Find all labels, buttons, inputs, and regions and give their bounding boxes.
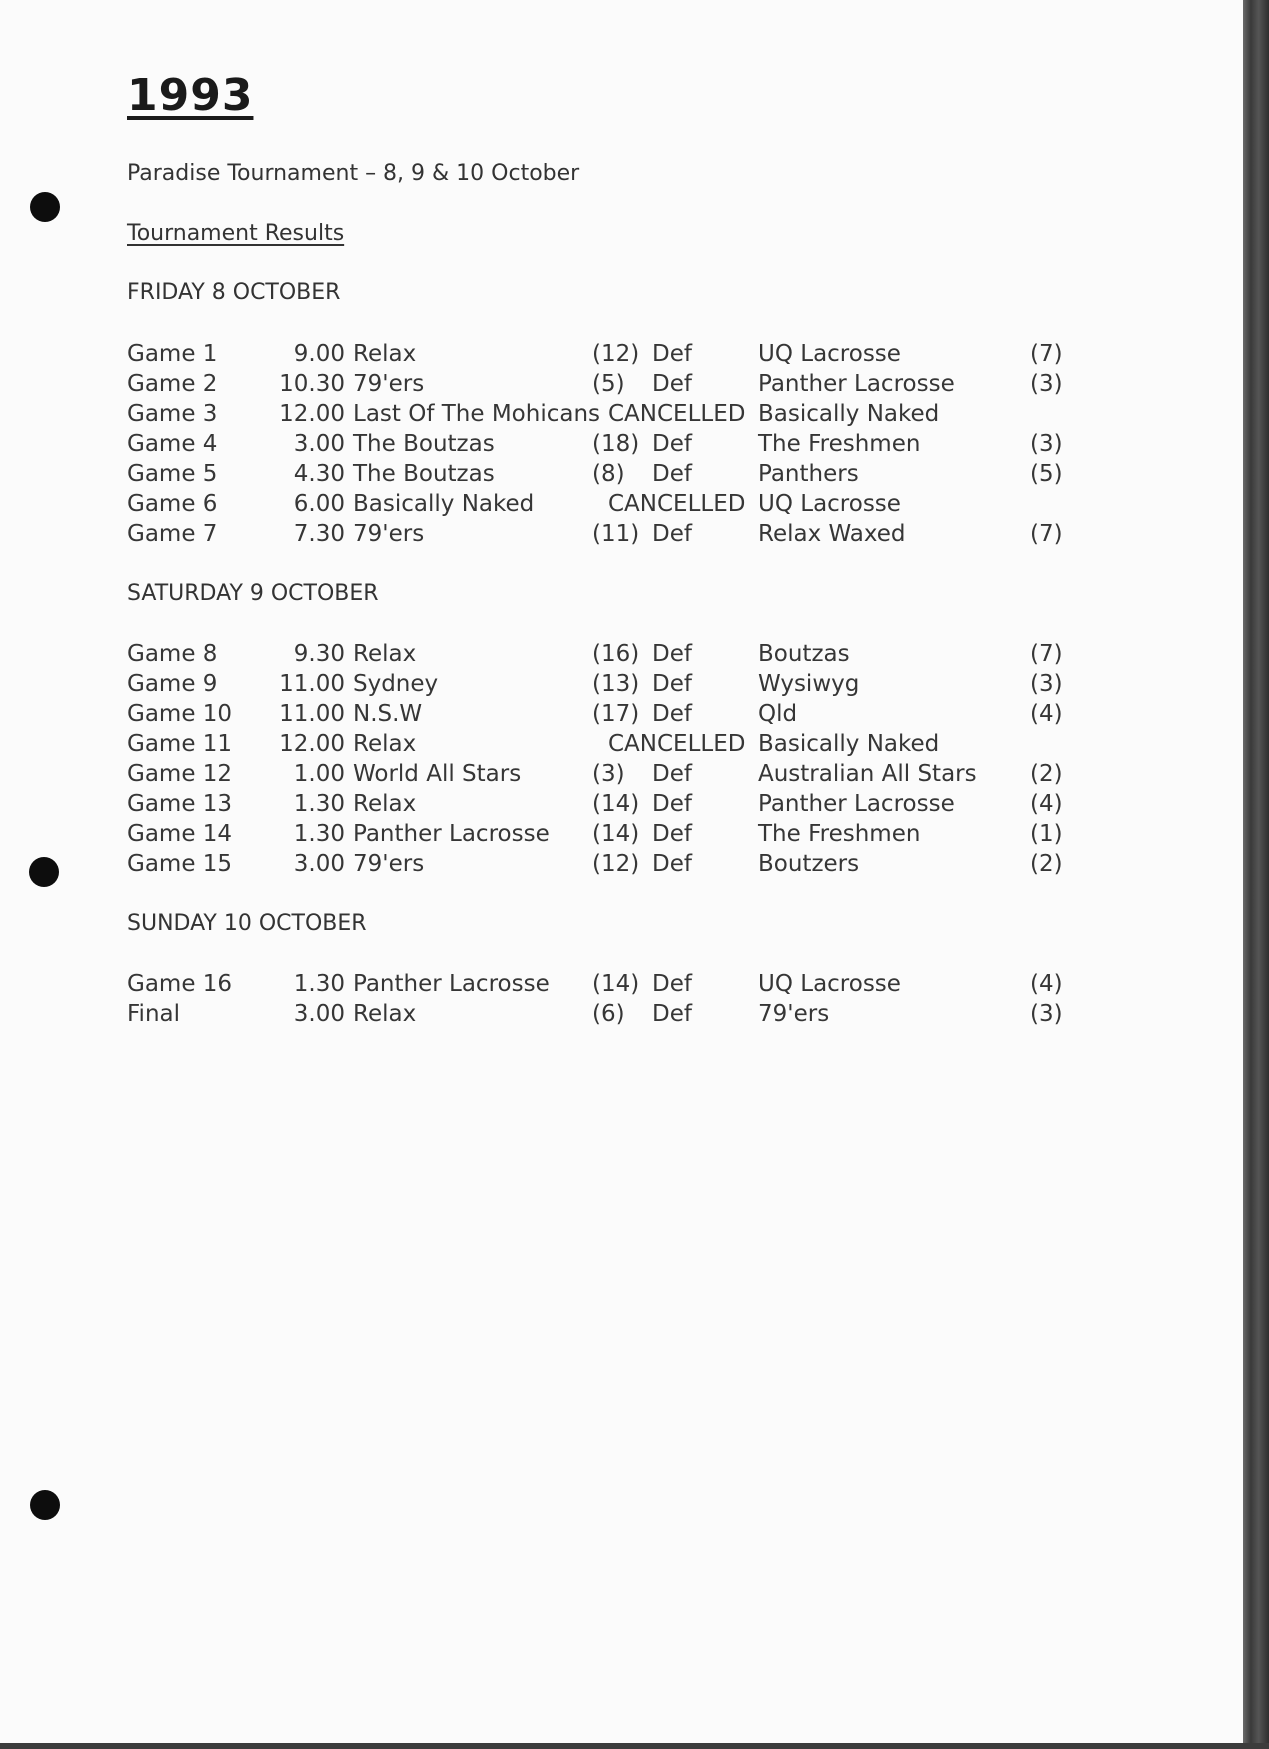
game-label: Game 4 [127, 431, 218, 457]
opponent-score: (7) [1030, 641, 1063, 667]
game-time: 1.30 [293, 971, 345, 997]
opponent-team: Qld [758, 701, 798, 727]
opponent-score: (1) [1030, 821, 1063, 847]
game-row [0, 1001, 1100, 1031]
game-time: 12.00 [279, 731, 345, 757]
game-row [0, 371, 1100, 401]
day-heading: FRIDAY 8 OCTOBER [127, 280, 341, 305]
winning-team: Panther Lacrosse [353, 971, 550, 997]
team-score: (12) [592, 341, 640, 367]
winning-team: Panther Lacrosse [353, 821, 550, 847]
winning-team: World All Stars [353, 761, 522, 787]
game-row [0, 401, 1100, 431]
result-def: Def [652, 641, 692, 667]
winning-team: Relax [353, 791, 417, 817]
team-score: (3) [592, 761, 625, 787]
opponent-team: UQ Lacrosse [758, 971, 901, 997]
team-score: (12) [592, 851, 640, 877]
result-def: Def [652, 371, 692, 397]
game-label: Game 11 [127, 731, 233, 757]
game-label: Game 12 [127, 761, 233, 787]
team-score: (13) [592, 671, 640, 697]
game-row [0, 491, 1100, 521]
game-label: Game 15 [127, 851, 233, 877]
day-heading: SATURDAY 9 OCTOBER [127, 581, 379, 606]
result-def: Def [652, 791, 692, 817]
team-score: (14) [592, 791, 640, 817]
game-row [0, 791, 1100, 821]
team-score: (14) [592, 821, 640, 847]
game-row [0, 341, 1100, 371]
team-score: (6) [592, 1001, 625, 1027]
result-def: Def [652, 1001, 692, 1027]
game-row [0, 971, 1100, 1001]
winning-team: N.S.W [353, 701, 423, 727]
opponent-team: Panther Lacrosse [758, 371, 955, 397]
game-time: 3.00 [293, 431, 345, 457]
opponent-team: Relax Waxed [758, 521, 906, 547]
game-row [0, 761, 1100, 791]
result-def: Def [652, 851, 692, 877]
opponent-score: (3) [1030, 671, 1063, 697]
opponent-score: (5) [1030, 461, 1063, 487]
opponent-team: The Freshmen [758, 821, 921, 847]
opponent-team: Boutzas [758, 641, 850, 667]
opponent-team: UQ Lacrosse [758, 491, 901, 517]
team-score: (14) [592, 971, 640, 997]
game-time: 9.30 [293, 641, 345, 667]
game-label: Game 16 [127, 971, 233, 997]
winning-team: Relax [353, 341, 417, 367]
scan-right-edge [1243, 0, 1269, 1749]
opponent-team: UQ Lacrosse [758, 341, 901, 367]
cancelled-label: CANCELLED [608, 401, 746, 427]
game-label: Game 7 [127, 521, 218, 547]
result-def: Def [652, 341, 692, 367]
winning-team: Relax [353, 731, 417, 757]
opponent-score: (2) [1030, 761, 1063, 787]
team-score: (5) [592, 371, 625, 397]
game-label: Game 2 [127, 371, 218, 397]
opponent-score: (7) [1030, 341, 1063, 367]
game-row [0, 821, 1100, 851]
game-time: 7.30 [293, 521, 345, 547]
opponent-score: (3) [1030, 431, 1063, 457]
game-row [0, 641, 1100, 671]
winning-team: 79'ers [353, 851, 425, 877]
game-label: Game 6 [127, 491, 218, 517]
game-time: 12.00 [279, 401, 345, 427]
team-score: (8) [592, 461, 625, 487]
game-label: Game 10 [127, 701, 233, 727]
game-time: 3.00 [293, 1001, 345, 1027]
opponent-score: (3) [1030, 1001, 1063, 1027]
winning-team: 79'ers [353, 371, 425, 397]
opponent-team: Panthers [758, 461, 859, 487]
winning-team: Relax [353, 641, 417, 667]
game-time: 1.00 [293, 761, 345, 787]
result-def: Def [652, 971, 692, 997]
day-heading: SUNDAY 10 OCTOBER [127, 911, 367, 936]
game-label: Game 3 [127, 401, 218, 427]
game-label: Game 1 [127, 341, 218, 367]
game-time: 4.30 [293, 461, 345, 487]
page-title-year: 1993 [127, 70, 254, 121]
game-label: Game 9 [127, 671, 218, 697]
result-def: Def [652, 521, 692, 547]
opponent-team: Australian All Stars [758, 761, 977, 787]
opponent-team: Basically Naked [758, 401, 940, 427]
opponent-score: (4) [1030, 971, 1063, 997]
result-def: Def [652, 431, 692, 457]
team-score: (11) [592, 521, 640, 547]
game-row [0, 671, 1100, 701]
opponent-team: Wysiwyg [758, 671, 860, 697]
punch-hole-bottom [30, 1490, 60, 1520]
opponent-team: Boutzers [758, 851, 860, 877]
winning-team: The Boutzas [353, 461, 495, 487]
game-time: 1.30 [293, 821, 345, 847]
opponent-score: (3) [1030, 371, 1063, 397]
result-def: Def [652, 671, 692, 697]
game-label: Final [127, 1001, 181, 1027]
opponent-team: The Freshmen [758, 431, 921, 457]
cancelled-label: CANCELLED [608, 491, 746, 517]
game-time: 11.00 [279, 701, 345, 727]
game-row [0, 701, 1100, 731]
game-time: 10.30 [279, 371, 345, 397]
cancelled-label: CANCELLED [608, 731, 746, 757]
winning-team: The Boutzas [353, 431, 495, 457]
opponent-score: (7) [1030, 521, 1063, 547]
result-def: Def [652, 761, 692, 787]
winning-team: Sydney [353, 671, 439, 697]
game-label: Game 8 [127, 641, 218, 667]
winning-team: Last Of The Mohicans [353, 401, 601, 427]
opponent-score: (2) [1030, 851, 1063, 877]
team-score: (17) [592, 701, 640, 727]
team-score: (18) [592, 431, 640, 457]
winning-team: Basically Naked [353, 491, 535, 517]
opponent-team: Panther Lacrosse [758, 791, 955, 817]
game-time: 1.30 [293, 791, 345, 817]
game-label: Game 5 [127, 461, 218, 487]
game-row [0, 731, 1100, 761]
game-row [0, 521, 1100, 551]
game-row [0, 431, 1100, 461]
team-score: (16) [592, 641, 640, 667]
game-time: 3.00 [293, 851, 345, 877]
punch-hole-top [30, 192, 60, 222]
game-row [0, 851, 1100, 881]
tournament-line: Paradise Tournament – 8, 9 & 10 October [127, 161, 580, 186]
scan-bottom-edge [0, 1743, 1269, 1749]
results-heading: Tournament Results [127, 221, 345, 246]
game-label: Game 14 [127, 821, 233, 847]
game-row [0, 461, 1100, 491]
game-time: 9.00 [293, 341, 345, 367]
opponent-team: 79'ers [758, 1001, 830, 1027]
game-time: 6.00 [293, 491, 345, 517]
opponent-score: (4) [1030, 701, 1063, 727]
game-time: 11.00 [279, 671, 345, 697]
result-def: Def [652, 461, 692, 487]
result-def: Def [652, 701, 692, 727]
winning-team: Relax [353, 1001, 417, 1027]
result-def: Def [652, 821, 692, 847]
game-label: Game 13 [127, 791, 233, 817]
winning-team: 79'ers [353, 521, 425, 547]
opponent-score: (4) [1030, 791, 1063, 817]
opponent-team: Basically Naked [758, 731, 940, 757]
